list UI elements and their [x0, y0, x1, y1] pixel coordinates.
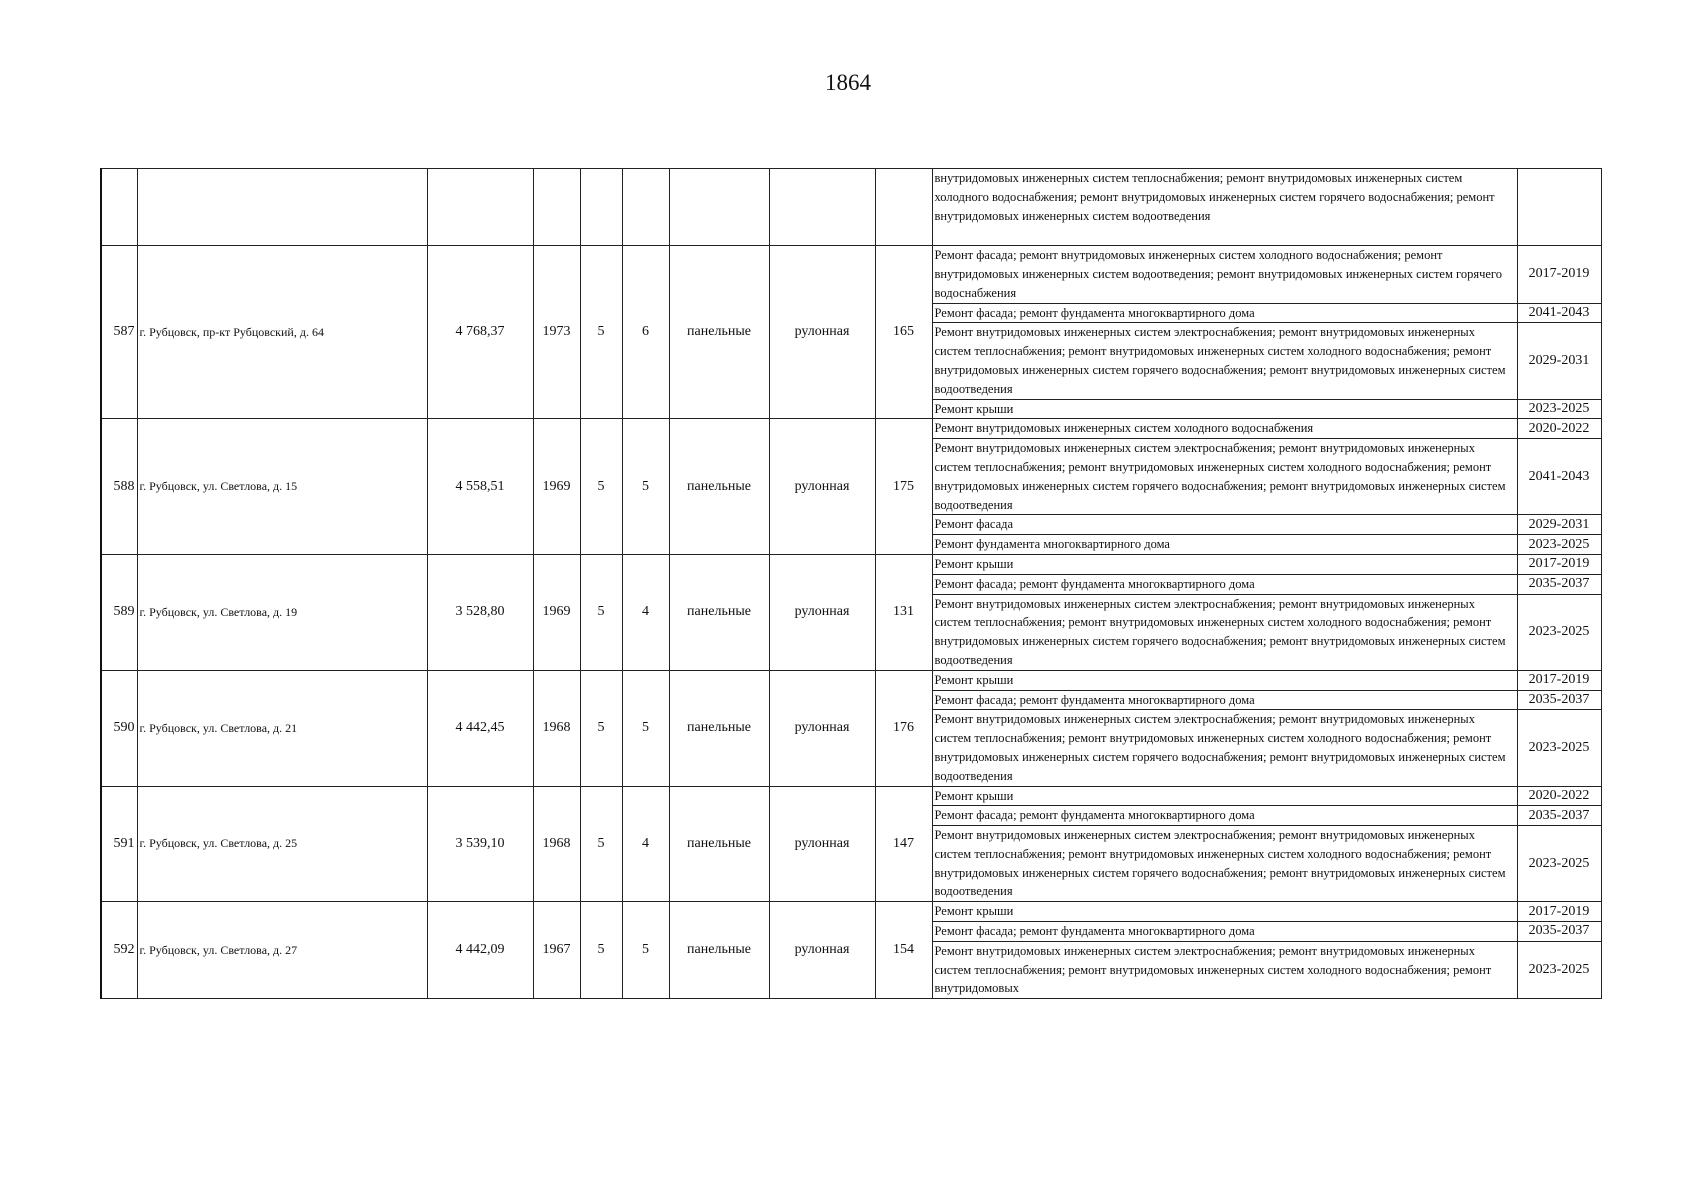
building-floors: 5 [580, 419, 622, 555]
continuation-address-cell [137, 169, 427, 246]
repair-period: 2020-2022 [1517, 419, 1601, 439]
continuation-period-cell [1517, 169, 1601, 246]
building-residents: 147 [875, 786, 932, 902]
repair-period: 2020-2022 [1517, 786, 1601, 806]
repair-work-description: Ремонт фасада; ремонт внутридомовых инженерных систем холодного водоснабжения; ремонт внутридомовых инженерных систем водоотведения; ремонт внутридомовых инженерных систем горячего водоснабжения [932, 246, 1517, 303]
repair-work-description: Ремонт крыши [932, 554, 1517, 574]
building-address: г. Рубцовск, ул. Светлова, д. 19 [137, 554, 427, 670]
building-area: 4 442,45 [427, 670, 533, 786]
repair-work-description: Ремонт фасада; ремонт фундамента многоквартирного дома [932, 574, 1517, 594]
building-number: 589 [101, 554, 137, 670]
repair-period: 2017-2019 [1517, 554, 1601, 574]
repair-period: 2029-2031 [1517, 515, 1601, 535]
housing-repair-table [100, 168, 1602, 999]
building-wall-material: панельные [669, 554, 769, 670]
building-roof-type: рулонная [769, 246, 875, 419]
continuation-entrances-cell [622, 169, 669, 246]
building-number: 588 [101, 419, 137, 555]
building-address: г. Рубцовск, ул. Светлова, д. 21 [137, 670, 427, 786]
building-area: 4 558,51 [427, 419, 533, 555]
continuation-year-cell [533, 169, 580, 246]
repair-period: 2023-2025 [1517, 826, 1601, 902]
building-wall-material: панельные [669, 786, 769, 902]
building-area: 3 539,10 [427, 786, 533, 902]
building-residents: 165 [875, 246, 932, 419]
building-floors: 5 [580, 554, 622, 670]
repair-work-description: Ремонт внутридомовых инженерных систем электроснабжения; ремонт внутридомовых инженерных систем теплоснабжения; ремонт внутридомовых инженерных систем холодного водоснабжения; ремонт внутридомовых инженерных систем горячего водоснабжения; ремонт внутридомовых инженерных систем водоотведения [932, 323, 1517, 399]
table-row-continuation [101, 169, 1601, 246]
repair-work-description: Ремонт фасада; ремонт фундамента многоквартирного дома [932, 303, 1517, 323]
repair-period: 2023-2025 [1517, 535, 1601, 555]
building-entrances: 4 [622, 786, 669, 902]
building-roof-type: рулонная [769, 554, 875, 670]
repair-period: 2023-2025 [1517, 710, 1601, 786]
building-number: 590 [101, 670, 137, 786]
building-residents: 154 [875, 902, 932, 999]
table-row [101, 246, 1601, 303]
repair-period: 2035-2037 [1517, 574, 1601, 594]
building-number: 587 [101, 246, 137, 419]
building-address: г. Рубцовск, ул. Светлова, д. 27 [137, 902, 427, 999]
building-floors: 5 [580, 902, 622, 999]
repair-work-description: Ремонт крыши [932, 670, 1517, 690]
building-entrances: 5 [622, 670, 669, 786]
continuation-work-cell: внутридомовых инженерных систем теплоснабжения; ремонт внутридомовых инженерных систем холодного водоснабжения; ремонт внутридомовых инженерных систем горячего водоснабжения; ремонт внутридомовых инженерных систем водоотведения [932, 169, 1517, 246]
building-area: 4 442,09 [427, 902, 533, 999]
continuation-walls-cell [669, 169, 769, 246]
continuation-no-cell [101, 169, 137, 246]
continuation-floors-cell [580, 169, 622, 246]
repair-work-description: Ремонт фундамента многоквартирного дома [932, 535, 1517, 555]
building-number: 591 [101, 786, 137, 902]
building-area: 3 528,80 [427, 554, 533, 670]
continuation-roof-cell [769, 169, 875, 246]
repair-period: 2041-2043 [1517, 303, 1601, 323]
table-row [101, 554, 1601, 574]
repair-period: 2035-2037 [1517, 922, 1601, 942]
page-number: 1864 [825, 70, 871, 95]
building-wall-material: панельные [669, 902, 769, 999]
repair-work-description: Ремонт фасада; ремонт фундамента многоквартирного дома [932, 922, 1517, 942]
continuation-residents-cell [875, 169, 932, 246]
building-entrances: 5 [622, 902, 669, 999]
repair-work-description: Ремонт фасада; ремонт фундамента многоквартирного дома [932, 690, 1517, 710]
building-area: 4 768,37 [427, 246, 533, 419]
repair-period: 2023-2025 [1517, 399, 1601, 419]
repair-period: 2035-2037 [1517, 690, 1601, 710]
building-residents: 131 [875, 554, 932, 670]
table-row [101, 670, 1601, 690]
table-row [101, 419, 1601, 439]
repair-work-description: Ремонт внутридомовых инженерных систем электроснабжения; ремонт внутридомовых инженерных систем теплоснабжения; ремонт внутридомовых инженерных систем холодного водоснабжения; ремонт внутридомовых инженерных систем горячего водоснабжения; ремонт внутридомовых инженерных систем водоотведения [932, 710, 1517, 786]
building-year: 1967 [533, 902, 580, 999]
building-address: г. Рубцовск, ул. Светлова, д. 25 [137, 786, 427, 902]
building-year: 1968 [533, 670, 580, 786]
building-residents: 176 [875, 670, 932, 786]
repair-work-description: Ремонт крыши [932, 399, 1517, 419]
repair-period: 2029-2031 [1517, 323, 1601, 399]
building-roof-type: рулонная [769, 670, 875, 786]
building-number: 592 [101, 902, 137, 999]
repair-work-description: Ремонт внутридомовых инженерных систем электроснабжения; ремонт внутридомовых инженерных систем теплоснабжения; ремонт внутридомовых инженерных систем холодного водоснабжения; ремонт внутридомовых инженерных систем горячего водоснабжения; ремонт внутридомовых инженерных систем водоотведения [932, 826, 1517, 902]
table-row [101, 786, 1601, 806]
repair-period: 2017-2019 [1517, 670, 1601, 690]
building-roof-type: рулонная [769, 902, 875, 999]
repair-period: 2035-2037 [1517, 806, 1601, 826]
building-address: г. Рубцовск, ул. Светлова, д. 15 [137, 419, 427, 555]
repair-work-description: Ремонт фасада [932, 515, 1517, 535]
repair-work-description: Ремонт внутридомовых инженерных систем электроснабжения; ремонт внутридомовых инженерных систем теплоснабжения; ремонт внутридомовых инженерных систем холодного водоснабжения; ремонт внутридомовых инженерных систем горячего водоснабжения; ремонт внутридомовых инженерных систем водоотведения [932, 594, 1517, 670]
repair-work-description: Ремонт крыши [932, 902, 1517, 922]
building-entrances: 4 [622, 554, 669, 670]
building-year: 1969 [533, 419, 580, 555]
repair-work-description: Ремонт внутридомовых инженерных систем холодного водоснабжения [932, 419, 1517, 439]
repair-period: 2041-2043 [1517, 439, 1601, 515]
repair-work-description: Ремонт крыши [932, 786, 1517, 806]
building-floors: 5 [580, 786, 622, 902]
building-entrances: 6 [622, 246, 669, 419]
building-wall-material: панельные [669, 246, 769, 419]
building-wall-material: панельные [669, 419, 769, 555]
building-address: г. Рубцовск, пр-кт Рубцовский, д. 64 [137, 246, 427, 419]
repair-period: 2023-2025 [1517, 594, 1601, 670]
building-roof-type: рулонная [769, 786, 875, 902]
building-entrances: 5 [622, 419, 669, 555]
table-row [101, 902, 1601, 922]
continuation-area-cell [427, 169, 533, 246]
building-floors: 5 [580, 670, 622, 786]
repair-period: 2023-2025 [1517, 941, 1601, 998]
repair-period: 2017-2019 [1517, 246, 1601, 303]
repair-work-description: Ремонт внутридомовых инженерных систем электроснабжения; ремонт внутридомовых инженерных систем теплоснабжения; ремонт внутридомовых инженерных систем холодного водоснабжения; ремонт внутридомовых инженерных систем горячего водоснабжения; ремонт внутридомовых инженерных систем водоотведения [932, 439, 1517, 515]
building-year: 1968 [533, 786, 580, 902]
repair-work-description: Ремонт внутридомовых инженерных систем электроснабжения; ремонт внутридомовых инженерных систем теплоснабжения; ремонт внутридомовых инженерных систем холодного водоснабжения; ремонт внутридомовых [932, 941, 1517, 998]
building-year: 1969 [533, 554, 580, 670]
building-roof-type: рулонная [769, 419, 875, 555]
repair-period: 2017-2019 [1517, 902, 1601, 922]
building-wall-material: панельные [669, 670, 769, 786]
building-floors: 5 [580, 246, 622, 419]
building-year: 1973 [533, 246, 580, 419]
building-residents: 175 [875, 419, 932, 555]
repair-work-description: Ремонт фасада; ремонт фундамента многоквартирного дома [932, 806, 1517, 826]
